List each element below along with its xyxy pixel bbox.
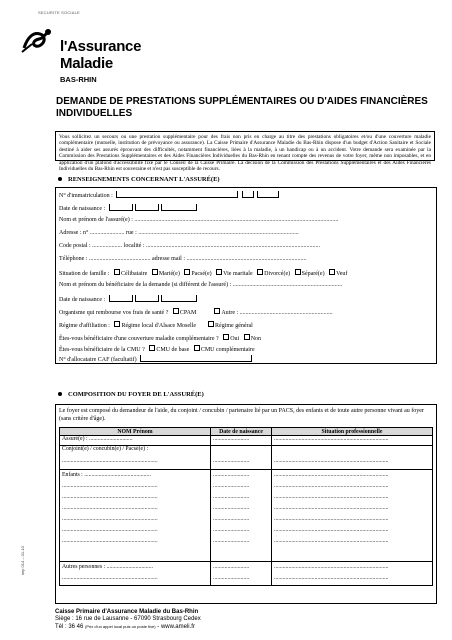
checkbox-cpam[interactable] <box>173 308 179 314</box>
intro-paragraph: Vous sollicitez un secours ou une prestation supplémentaire pour des frais non pris en charge au titre des prestations obligatoires et/ou d'une couverture maladie complémentaire (mutuelle, institution de prévoyance ou assurance). La Caisse Primaire d'Assurance Maladie du Bas-Rhin dispose d'un budget d'Action Sanitaire et Sociale destiné à aider ses assurés éprouvant des difficultés, notamment financières, liées à la maladie, à un handicap ou à un accident. Votre demande sera examinée par la Commission des Prestations Supplémentaires et des Aides Financières Individuelles du Bas-Rhin en tenant compte des revenus de votre foyer, même non imposables, et en application d'un plafond d'accessibilité fixé par le Conseil de la Caisse Primaire. La décision de la Commission des Prestations Supplémentaires et des Aides Financières Individuelles du Bas-Rhin est souveraine et n'est pas susceptible de recours. <box>55 131 435 161</box>
mutuelle-label: Êtes-vous bénéficiaire d'une couverture maladie complémentaire ? <box>59 336 219 342</box>
checkbox-regime-general[interactable] <box>208 321 214 327</box>
table-row[interactable]: Conjoint(e) / concubin(e) / Pacsé(e) : .................................................................. ......................... ............................................................................... <box>60 446 433 470</box>
checkbox-mutuelle-oui[interactable] <box>223 334 229 340</box>
logo <box>20 8 170 86</box>
checkbox-autre[interactable] <box>214 308 220 314</box>
caf-row <box>59 355 252 363</box>
checkbox-cmu-comp[interactable] <box>194 345 200 351</box>
footer-tel: Tél : 36 46 <box>55 624 84 630</box>
caf-field[interactable] <box>140 355 252 362</box>
adresse-label: Adresse : n° <box>59 230 89 236</box>
regime-row <box>59 321 253 329</box>
adresse-row[interactable]: Adresse : n° ....................... rue : ........................................................................................................... <box>59 230 299 236</box>
col-nom-prenom: NOM Prénom <box>60 428 211 436</box>
naissance2-year-field[interactable] <box>161 295 197 302</box>
tel-label: Téléphone : <box>59 256 88 262</box>
cmu-comp-label: CMU complémentaire <box>200 347 255 353</box>
cp-label: Code postal : <box>59 243 91 249</box>
foyer-table <box>59 427 433 586</box>
naissance2-row <box>59 295 197 303</box>
tel-row[interactable]: Téléphone : ......................................... adresse mail : ................................................................................ <box>59 256 307 262</box>
naissance-row <box>59 204 197 212</box>
table-row[interactable]: Enfants : .............................................. .................................................................. .................................................................. .................................................................. .................................................................. .................................................................. .................................................................. ......................... ......................... ......................... ......................... ......................... ......................... ......................... ............................................................................... ............................................................................... ............................................................................... ............................................................................... ............................................................................... ............................................................................... ............................................................................... <box>60 470 433 562</box>
checkbox-mutuelle-non[interactable] <box>244 334 250 340</box>
situation-option: Marié(e) <box>158 271 180 277</box>
row-label-autres: Autres personnes : <box>62 564 106 570</box>
checkbox-vie-maritale[interactable] <box>216 269 222 275</box>
foyer-description: Le foyer est composé du demandeur de l'aide, du conjoint / concubin / partenaire lié par un PACS, des enfants et de toute autre personne vivant au foyer (sans critère d'âge). <box>59 408 424 422</box>
caf-label: N° d'allocataire CAF (facultatif) <box>59 357 137 363</box>
logo-line1: l'Assurance <box>60 38 142 55</box>
situation-label: Situation de famille : <box>59 271 110 277</box>
non-label: Non <box>250 336 262 342</box>
situation-option: Célibataire <box>121 271 148 277</box>
col-date-naissance: Date de naissance <box>211 428 272 436</box>
naissance-month-field[interactable] <box>135 204 159 211</box>
organisme-label: Organisme qui rembourse vos frais de santé ? <box>59 310 169 316</box>
row-label-enfants: Enfants : <box>62 472 83 478</box>
localite-label: localité : <box>123 243 145 249</box>
section-foyer-heading: COMPOSITION DU FOYER DE L'ASSURÉ(E) <box>55 391 435 398</box>
logo-line2: Maladie <box>60 55 113 72</box>
footer-contact <box>55 623 201 631</box>
organisme-row: Organisme qui rembourse vos frais de santé ? CPAM Autre : .............................................................. <box>59 310 333 316</box>
situation-row <box>59 269 347 277</box>
autre-label: Autre : <box>221 310 239 316</box>
immat-key2-field[interactable] <box>257 191 279 198</box>
checkbox-regime-local[interactable] <box>114 321 120 327</box>
checkbox-cmu-base[interactable] <box>149 345 155 351</box>
col-situation-pro: Situation professionnelle <box>272 428 433 436</box>
naissance2-month-field[interactable] <box>135 295 159 302</box>
assure-form <box>55 187 437 364</box>
regime-local-label: Régime local d'Alsace Moselle <box>121 323 197 329</box>
checkbox-separe[interactable] <box>295 269 301 275</box>
regime-label: Régime d'affiliation : <box>59 323 110 329</box>
situation-option: Pacsé(e) <box>191 271 212 277</box>
cmu-label: Êtes-vous bénéficiaire de la CMU ? <box>59 347 145 353</box>
section-assure-heading: RENSEIGNEMENTS CONCERNANT L'ASSURÉ(E) <box>55 176 435 183</box>
cmu-row <box>59 345 255 353</box>
checkbox-veuf[interactable] <box>329 269 335 275</box>
naissance2-label: Date de naissance : <box>59 297 106 303</box>
table-row[interactable]: Autres personnes : ................................ .................................................................. ......................... ......................... ............................................................................... ............................................................................... <box>60 562 433 586</box>
row-label-conjoint: Conjoint(e) / concubin(e) / Pacsé(e) : <box>62 446 149 452</box>
beneficiaire-row[interactable]: Nom et prénom du bénéficiaire de la demande (si différent de l'assuré) : ......................................................................... <box>59 282 343 288</box>
nom-label: Nom et prénom de l'assuré(e) : <box>59 217 133 223</box>
footer <box>55 609 201 631</box>
situation-option: Veuf <box>336 271 348 277</box>
checkbox-marie[interactable] <box>152 269 158 275</box>
row-label-assure: Assuré(e) : <box>62 436 88 442</box>
footer-address: Siège : 16 rue de Lausanne - 67090 Strasbourg Cedex <box>55 616 201 622</box>
bullet-icon <box>58 177 62 181</box>
naissance2-day-field[interactable] <box>109 295 133 302</box>
checkbox-celibataire[interactable] <box>114 269 120 275</box>
cmu-base-label: CMU de base <box>156 347 190 353</box>
immat-row <box>59 191 279 199</box>
rue-label: rue : <box>125 230 137 236</box>
nom-row[interactable]: Nom et prénom de l'assuré(e) : ........................................................................................................................................ <box>59 217 339 223</box>
regime-general-label: Régime général <box>215 323 253 329</box>
bullet-icon <box>58 392 62 396</box>
table-row[interactable]: Assuré(e) : .............................. ......................... ............................................................................... <box>60 436 433 446</box>
naissance-year-field[interactable] <box>161 204 197 211</box>
checkbox-divorce[interactable] <box>257 269 263 275</box>
naissance-label: Date de naissance : <box>59 206 106 212</box>
logo-arc-text: SECURITE SOCIALE <box>38 10 80 15</box>
foyer-form <box>55 404 437 604</box>
naissance-day-field[interactable] <box>109 204 133 211</box>
assurance-maladie-figure-icon <box>20 26 56 54</box>
immat-field[interactable] <box>116 191 238 198</box>
logo-line3: BAS-RHIN <box>60 75 97 84</box>
footer-tel-note: (Prix d'un appel local puis un poste fixe) <box>85 624 156 629</box>
checkbox-pacse[interactable] <box>184 269 190 275</box>
form-code: imp 014 – 01-10 <box>20 546 25 575</box>
situation-option: Vie maritale <box>223 271 253 277</box>
page-title: DEMANDE DE PRESTATIONS SUPPLÉMENTAIRES OU D'AIDES FINANCIÈRES INDIVIDUELLES <box>56 96 428 119</box>
cpam-label: CPAM <box>179 310 197 316</box>
mutuelle-row <box>59 334 261 342</box>
footer-org: Caisse Primaire d'Assurance Maladie du Bas-Rhin <box>55 609 199 615</box>
oui-label: Oui <box>230 336 240 342</box>
situation-option: Divorcé(e) <box>264 271 291 277</box>
immat-key-field[interactable] <box>242 191 254 198</box>
beneficiaire-label: Nom et prénom du bénéficiaire de la demande (si différent de l'assuré) : <box>59 282 232 288</box>
immat-label: N° d'immatriculation : <box>59 193 113 199</box>
situation-option: Séparé(e) <box>301 271 325 277</box>
footer-web-link[interactable]: - www.ameli.fr <box>157 624 195 630</box>
mail-label: adresse mail : <box>152 256 185 262</box>
cp-row[interactable]: Code postal : .................... localité : .................................................................................................................... <box>59 243 320 249</box>
